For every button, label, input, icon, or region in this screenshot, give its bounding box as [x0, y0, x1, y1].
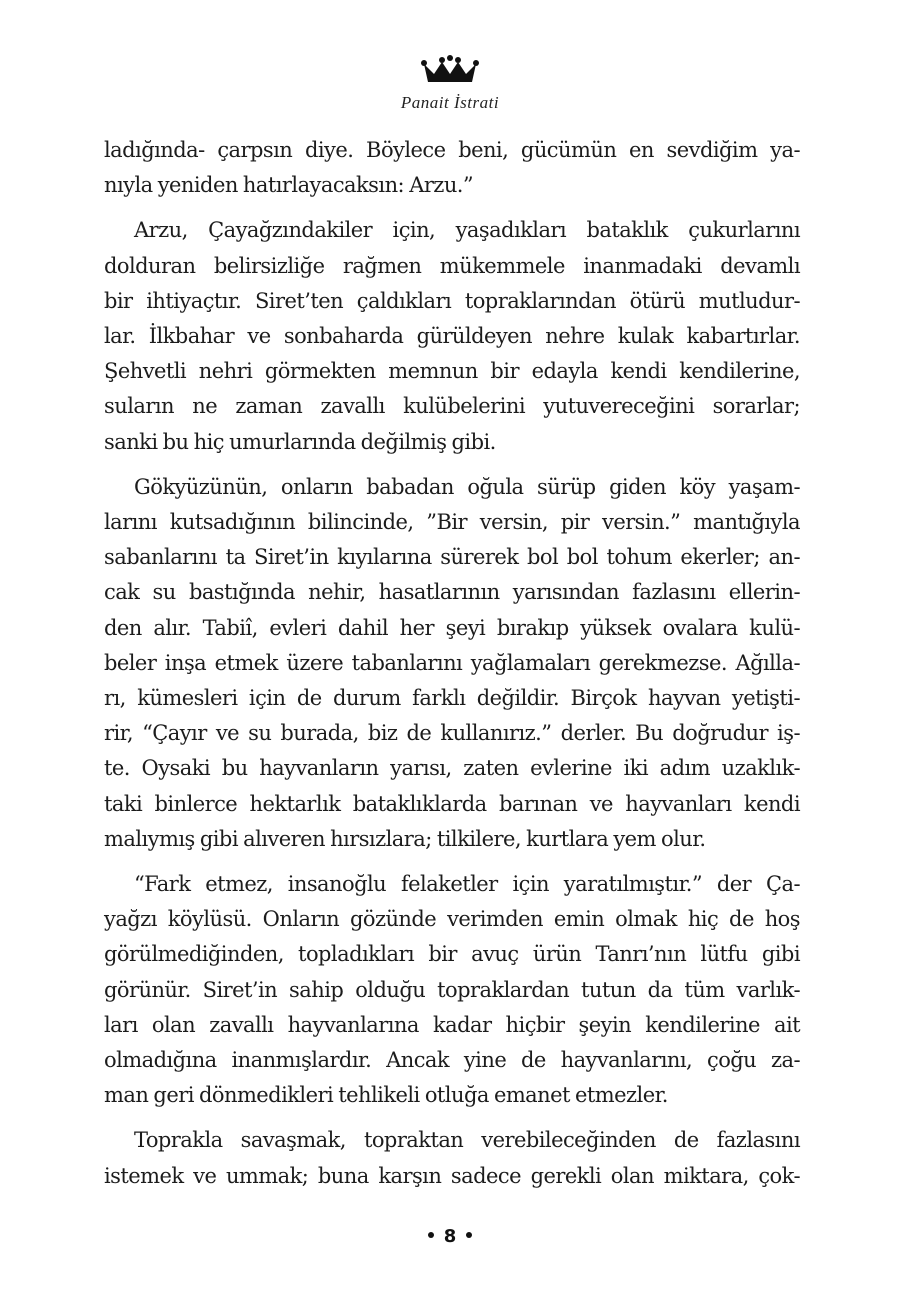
bullet-left: [428, 1232, 434, 1238]
paragraph: [104, 133, 800, 203]
text-line: te. Oysaki bu hayvanların yarısı, zaten evlerine iki adım uzaklık-: [104, 756, 800, 781]
text-line: Şehvetli nehri görmekten memnun bir edayla kendi kendilerine,: [104, 359, 800, 384]
text-line: nıyla yeniden hatırlayacaksın: Arzu.”: [104, 173, 474, 198]
crown-icon: [420, 52, 480, 88]
text-line: “Fark etmez, insanoğlu felaketler için yaratılmıştır.” der Ça-: [134, 872, 800, 897]
text-line: lar. İlkbahar ve sonbaharda gürüldeyen nehre kulak kabartırlar.: [104, 324, 800, 349]
text-line: Gökyüzünün, onların babadan oğula sürüp giden köy yaşam-: [134, 474, 800, 499]
text-line: rir, “Çayır ve su burada, biz de kullanırız.” derler. Bu doğrudur iş-: [104, 721, 800, 746]
body-text: [104, 133, 800, 1204]
page-number-footer: [0, 1226, 900, 1247]
text-line: Arzu, Çayağzındakiler için, yaşadıkları bataklık çukurlarını: [134, 218, 800, 243]
text-line: görünür. Siret’in sahip olduğu topraklardan tutun da tüm varlık-: [104, 977, 800, 1002]
text-line: den alır. Tabiî, evleri dahil her şeyi bırakıp yüksek ovalara kulü-: [104, 615, 800, 640]
text-line: dolduran belirsizliğe rağmen mükemmele inanmadaki devamlı: [104, 253, 800, 278]
text-line: yağzı köylüsü. Onların gözünde verimden emin olmak hiç de hoş: [104, 907, 800, 932]
paragraph: [104, 213, 800, 459]
running-head: Panait İstrati: [400, 93, 500, 112]
paragraph: [104, 470, 800, 857]
page-number: 8: [443, 1226, 457, 1247]
text-line: bir ihtiyaçtır. Siret’ten çaldıkları topraklarından ötürü mutludur-: [104, 288, 800, 313]
text-line: cak su bastığında nehir, hasatlarının yarısından fazlasını ellerin-: [104, 580, 800, 605]
text-line: ları olan zavallı hayvanlarına kadar hiçbir şeyin kendilerine ait: [104, 1012, 800, 1037]
text-line: görülmediğinden, topladıkları bir avuç ürün Tanrı’nın lütfu gibi: [104, 942, 800, 967]
text-line: ladığında- çarpsın diye. Böylece beni, gücümün en sevdiğim ya-: [104, 138, 800, 162]
text-line: beler inşa etmek üzere tabanlarını yağlamaları gerekmezse. Ağılla-: [104, 650, 800, 675]
bullet-right: [466, 1232, 472, 1238]
text-line: malıymış gibi alıveren hırsızlara; tilkilere, kurtlara yem olur.: [104, 826, 706, 851]
text-line: sabanlarını ta Siret’in kıyılarına sürerek bol bol tohum ekerler; an-: [104, 545, 800, 570]
text-line: olmadığına inanmışlardır. Ancak yine de hayvanlarını, çoğu za-: [104, 1048, 800, 1073]
text-line: larını kutsadığının bilincinde, ”Bir versin, pir versin.” mantığıyla: [104, 510, 800, 535]
text-line: istemek ve ummak; buna karşın sadece gerekli olan miktara, çok-: [104, 1163, 800, 1188]
paragraph: [104, 1123, 800, 1193]
text-line: taki binlerce hektarlık bataklıklarda barınan ve hayvanları kendi: [104, 791, 800, 816]
text-line: man geri dönmedikleri tehlikeli otluğa emanet etmezler.: [104, 1083, 668, 1108]
text-line: rı, kümesleri için de durum farklı değildir. Birçok hayvan yetişti-: [104, 686, 800, 711]
text-line: suların ne zaman zavallı kulübelerini yutuvereceğini sorarlar;: [104, 394, 800, 419]
text-line: sanki bu hiç umurlarında değilmiş gibi.: [104, 429, 496, 454]
text-line: Toprakla savaşmak, topraktan verebileceğinden de fazlasını: [134, 1128, 800, 1153]
paragraph: [104, 867, 800, 1113]
